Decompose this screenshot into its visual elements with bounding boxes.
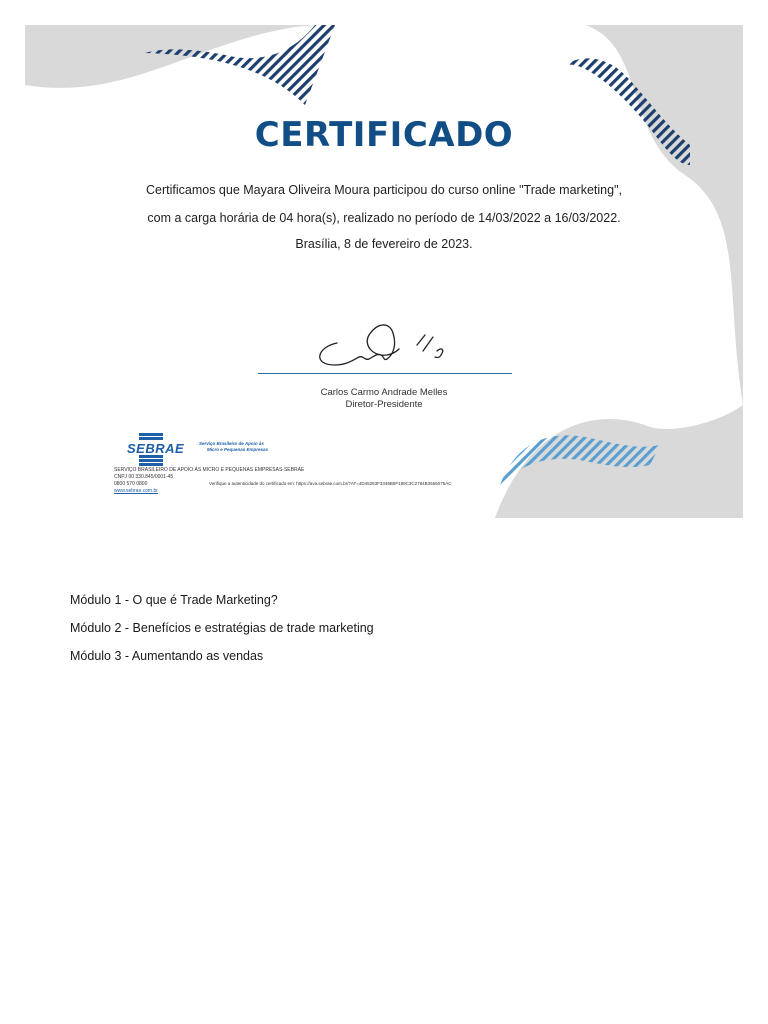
organization-website-link[interactable]: www.sebrae.com.br bbox=[114, 488, 158, 494]
module-item: Módulo 2 - Benefícios e estratégias de trade marketing bbox=[70, 621, 374, 635]
logo-tagline-line-2: Micro e Pequenas Empresas bbox=[207, 446, 269, 452]
organization-cnpj: CNPJ 00 330.845/0001-45 bbox=[114, 474, 174, 480]
organization-phone: 0800 570 0800 bbox=[114, 481, 148, 487]
signer-title: Diretor-Presidente bbox=[345, 399, 423, 410]
logo-tagline bbox=[199, 441, 268, 452]
certificate-body-line-1: Certificamos que Mayara Oliveira Moura participou do curso online "Trade marketing", bbox=[146, 183, 622, 197]
organization-name: SERVIÇO BRASILEIRO DE APOIO ÀS MICRO E PEQUENAS EMPRESAS-SEBRAE bbox=[114, 467, 305, 473]
logo-text: SEBRAE bbox=[127, 441, 185, 456]
module-item: Módulo 3 - Aumentando as vendas bbox=[70, 649, 264, 663]
module-item: Módulo 1 - O que é Trade Marketing? bbox=[70, 593, 278, 607]
signature-line bbox=[258, 373, 512, 374]
certificate bbox=[25, 25, 743, 518]
sebrae-logo bbox=[125, 433, 189, 465]
certificate-body-line-2: com a carga horária de 04 hora(s), realizado no período de 14/03/2022 a 16/03/2022. bbox=[147, 211, 621, 225]
signer-name: Carlos Carmo Andrade Melles bbox=[320, 387, 448, 398]
certificate-place-date: Brasília, 8 de fevereiro de 2023. bbox=[295, 237, 473, 251]
module-list bbox=[70, 593, 374, 677]
handwritten-signature bbox=[307, 315, 457, 371]
verification-text: Verifique a autenticidade do certificado em: https://ava.sebrae.com.br/?AT=4D45253F3349B6F189C3C2784B3556075AC bbox=[209, 481, 452, 486]
certificate-title: CERTIFICADO bbox=[254, 115, 514, 155]
logo-tagline-line-1: Serviço Brasileiro de Apoio às bbox=[199, 441, 264, 446]
